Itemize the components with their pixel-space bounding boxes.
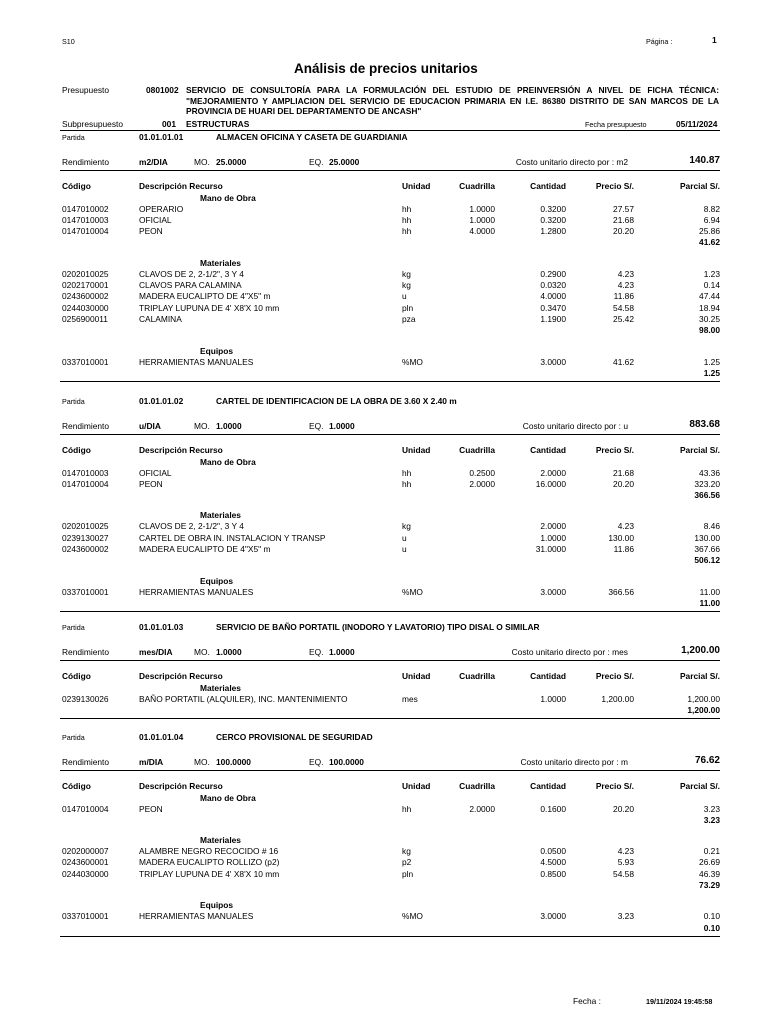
resource-cantidad: 0.0500 xyxy=(540,846,566,857)
mano-de-obra-subtotal: 41.62 xyxy=(699,237,720,248)
footer-fecha-label: Fecha : xyxy=(573,996,601,1006)
resource-unit: %MO xyxy=(402,586,423,597)
resource-parcial: 1.25 xyxy=(703,356,720,367)
rendimiento-unit: m/DIA xyxy=(139,757,164,767)
costo-unitario-label: Costo unitario directo por : m2 xyxy=(515,157,628,167)
resource-precio: 54.58 xyxy=(613,302,634,313)
resource-cuadrilla: 0.2500 xyxy=(469,467,495,478)
resource-unit: %MO xyxy=(402,356,423,367)
resource-cantidad: 0.1600 xyxy=(540,803,566,814)
resource-unit: hh xyxy=(402,803,412,814)
partida-label: Partida xyxy=(62,397,85,406)
resource-cantidad: 1.2800 xyxy=(540,226,566,237)
mano-de-obra-group-label: Mano de Obra xyxy=(200,456,256,467)
resource-precio: 21.68 xyxy=(613,214,634,225)
partida-name: CARTEL DE IDENTIFICACION DE LA OBRA DE 3.60 X 2.40 m xyxy=(216,396,457,406)
resource-description: CALAMINA xyxy=(139,313,182,324)
equipos-group-label: Equipos xyxy=(200,900,234,911)
partida-end-divider xyxy=(60,936,720,937)
resource-cuadrilla: 2.0000 xyxy=(469,803,495,814)
eq-value: 25.0000 xyxy=(329,157,360,167)
materiales-group-label: Materiales xyxy=(200,257,241,268)
resource-cantidad: 31.0000 xyxy=(535,544,566,554)
eq-value: 100.0000 xyxy=(329,757,364,767)
resource-cantidad: 4.5000 xyxy=(540,857,566,868)
resource-precio: 4.23 xyxy=(617,280,634,290)
resource-code: 0337010001 xyxy=(62,356,109,367)
header-cuadrilla: Cuadrilla xyxy=(459,781,495,791)
resource-parcial: 0.14 xyxy=(703,280,720,290)
partida-label: Partida xyxy=(62,133,85,142)
header-descripcion: Descripción Recurso xyxy=(139,445,223,455)
mo-label: MO. xyxy=(194,421,210,431)
equipos-subtotal: 0.10 xyxy=(703,922,720,933)
resource-parcial: 367.66 xyxy=(694,544,720,554)
resource-unit: mes xyxy=(402,693,418,704)
rendimiento-unit: m2/DIA xyxy=(139,157,168,167)
header-codigo: Código xyxy=(62,781,91,791)
resource-cuadrilla: 2.0000 xyxy=(469,478,495,489)
partida-end-divider xyxy=(60,718,720,719)
resource-description: HERRAMIENTAS MANUALES xyxy=(139,586,254,597)
header-descripcion: Descripción Recurso xyxy=(139,781,223,791)
resource-cantidad: 0.2900 xyxy=(540,268,566,279)
resource-parcial: 11.00 xyxy=(699,586,720,597)
resource-precio: 3.23 xyxy=(617,911,634,922)
resource-code: 0202010025 xyxy=(62,268,109,279)
resource-unit: kg xyxy=(402,846,411,857)
fecha-presupuesto: 05/11/2024 xyxy=(676,119,718,129)
costo-unitario-value: 76.62 xyxy=(694,755,720,766)
partida-code: 01.01.01.01 xyxy=(139,132,184,142)
materiales-subtotal: 73.29 xyxy=(699,880,720,890)
rendimiento-label: Rendimiento xyxy=(62,157,110,167)
resource-description: HERRAMIENTAS MANUALES xyxy=(139,356,254,367)
costo-unitario-value: 883.68 xyxy=(689,419,720,430)
resource-code: 0202170001 xyxy=(62,280,109,290)
rendimiento-unit: u/DIA xyxy=(139,421,161,431)
resource-unit: pza xyxy=(402,313,416,324)
header-precio: Precio S/. xyxy=(595,445,634,455)
resource-description: OPERARIO xyxy=(139,203,184,214)
resource-code: 0243600002 xyxy=(62,291,109,302)
header-precio: Precio S/. xyxy=(595,671,634,681)
resource-description: CARTEL DE OBRA IN. INSTALACION Y TRANSP xyxy=(139,532,326,543)
resource-cantidad: 1.0000 xyxy=(540,532,566,543)
resource-unit: hh xyxy=(402,467,412,478)
presupuesto-code: 0801002 xyxy=(146,85,179,95)
rendimiento-unit: mes/DIA xyxy=(139,647,173,657)
resource-code: 0202010025 xyxy=(62,521,109,532)
header-cuadrilla: Cuadrilla xyxy=(459,671,495,681)
resource-parcial: 46.39 xyxy=(699,868,720,879)
subpresupuesto-label: Subpresupuesto xyxy=(62,119,123,129)
eq-label: EQ. xyxy=(309,157,324,167)
header-parcial: Parcial S/. xyxy=(679,781,720,791)
resource-precio: 27.57 xyxy=(613,203,634,214)
resource-unit: %MO xyxy=(402,911,423,922)
mo-label: MO. xyxy=(194,757,210,767)
resource-cantidad: 0.8500 xyxy=(540,868,566,879)
resource-code: 0244030000 xyxy=(62,868,109,879)
resource-unit: hh xyxy=(402,226,412,237)
resource-description: PEON xyxy=(139,226,163,237)
resource-code: 0202000007 xyxy=(62,846,109,857)
resource-code: 0147010004 xyxy=(62,226,109,237)
rendimiento-label: Rendimiento xyxy=(62,647,110,657)
header-cantidad: Cantidad xyxy=(530,445,566,455)
partida-label: Partida xyxy=(62,623,85,632)
partida-code: 01.01.01.02 xyxy=(139,396,184,406)
resource-parcial: 323.20 xyxy=(694,478,720,489)
header-unidad: Unidad xyxy=(402,445,431,455)
resource-precio: 41.62 xyxy=(613,356,634,367)
resource-precio: 4.23 xyxy=(617,521,634,532)
header-codigo: Código xyxy=(62,671,91,681)
resource-code: 0147010002 xyxy=(62,203,109,214)
equipos-subtotal: 1.25 xyxy=(703,367,720,378)
mano-de-obra-group-label: Mano de Obra xyxy=(200,192,256,203)
header-cuadrilla: Cuadrilla xyxy=(459,445,495,455)
report-code: S10 xyxy=(62,37,75,46)
resource-description: MADERA EUCALIPTO ROLLIZO (p2) xyxy=(139,857,280,868)
resource-unit: p2 xyxy=(402,857,412,868)
subpresupuesto-code: 001 xyxy=(162,119,176,129)
partida-name: CERCO PROVISIONAL DE SEGURIDAD xyxy=(216,732,373,742)
eq-label: EQ. xyxy=(309,757,324,767)
resource-cantidad: 16.0000 xyxy=(535,478,566,489)
resource-precio: 20.20 xyxy=(613,226,634,237)
page-number: 1 xyxy=(712,35,717,45)
resource-cantidad: 4.0000 xyxy=(540,291,566,302)
resource-precio: 11.86 xyxy=(613,291,634,302)
mano-de-obra-subtotal: 366.56 xyxy=(694,490,720,501)
resource-unit: kg xyxy=(402,521,411,532)
resource-cuadrilla: 1.0000 xyxy=(469,214,495,225)
resource-cantidad: 1.1900 xyxy=(540,313,566,324)
resource-precio: 4.23 xyxy=(617,846,634,857)
resource-code: 0239130026 xyxy=(62,693,109,704)
header-codigo: Código xyxy=(62,181,91,191)
resource-parcial: 18.94 xyxy=(699,302,720,313)
partida-name: SERVICIO DE BAÑO PORTATIL (INODORO Y LAVATORIO) TIPO DISAL O SIMILAR xyxy=(216,622,540,632)
resource-precio: 25.42 xyxy=(613,313,634,324)
resource-parcial: 25.86 xyxy=(699,226,720,237)
resource-unit: hh xyxy=(402,214,412,225)
resource-parcial: 1.23 xyxy=(703,268,720,279)
materiales-subtotal: 506.12 xyxy=(694,555,720,566)
resource-unit: hh xyxy=(402,478,412,489)
resource-cantidad: 3.0000 xyxy=(540,911,566,922)
eq-label: EQ. xyxy=(309,647,324,657)
resource-precio: 366.56 xyxy=(608,586,634,597)
resource-code: 0337010001 xyxy=(62,586,109,597)
resource-parcial: 3.23 xyxy=(703,803,720,814)
resource-unit: kg xyxy=(402,280,411,290)
resource-description: ALAMBRE NEGRO RECOCIDO # 16 xyxy=(139,846,279,857)
resource-description: OFICIAL xyxy=(139,214,172,225)
resource-parcial: 30.25 xyxy=(699,313,720,324)
rendimiento-label: Rendimiento xyxy=(62,757,110,767)
resource-code: 0147010004 xyxy=(62,803,109,814)
resource-description: CLAVOS DE 2, 2-1/2", 3 Y 4 xyxy=(139,521,244,532)
resource-cantidad: 3.0000 xyxy=(540,586,566,597)
resource-parcial: 0.10 xyxy=(703,911,720,922)
mano-de-obra-group-label: Mano de Obra xyxy=(200,792,256,803)
resource-code: 0243600002 xyxy=(62,544,109,554)
header-codigo: Código xyxy=(62,445,91,455)
partida-end-divider xyxy=(60,611,720,612)
presupuesto-description: SERVICIO DE CONSULTORÍA PARA LA FORMULACIÓN DEL ESTUDIO DE PREINVERSIÓN A NIVEL DE FICHA TÉCNICA: "MEJORAMIENTO Y AMPLIACION DEL SERVICIO DE EDUCACION PRIMARIA EN I.E. 86380 DISTRITO DE SAN MARCOS DE LA PROVINCIA DE HUARI DEL DEPARTAMENTO DE ANCASH" xyxy=(186,85,719,116)
resource-parcial: 1,200.00 xyxy=(687,693,720,704)
mano-de-obra-subtotal: 3.23 xyxy=(703,814,720,825)
resource-unit: hh xyxy=(402,203,412,214)
materiales-group-label: Materiales xyxy=(200,682,241,693)
header-unidad: Unidad xyxy=(402,781,431,791)
resource-parcial: 0.21 xyxy=(703,846,720,857)
header-cuadrilla: Cuadrilla xyxy=(459,181,495,191)
mo-value: 1.0000 xyxy=(216,421,242,431)
resource-cantidad: 0.3200 xyxy=(540,214,566,225)
page-label: Página : xyxy=(646,37,673,46)
resource-unit: pln xyxy=(402,868,414,879)
resource-code: 0147010003 xyxy=(62,467,109,478)
resource-description: MADERA EUCALIPTO DE 4"X5" m xyxy=(139,291,271,302)
resource-cantidad: 2.0000 xyxy=(540,521,566,532)
resource-unit: kg xyxy=(402,268,411,279)
resource-precio: 5.93 xyxy=(617,857,634,868)
materiales-subtotal: 1,200.00 xyxy=(687,704,720,715)
header-cantidad: Cantidad xyxy=(530,671,566,681)
header-parcial: Parcial S/. xyxy=(679,445,720,455)
eq-value: 1.0000 xyxy=(329,647,355,657)
resource-code: 0239130027 xyxy=(62,532,109,543)
resource-description: PEON xyxy=(139,478,163,489)
mo-value: 25.0000 xyxy=(216,157,247,167)
resource-parcial: 26.69 xyxy=(699,857,720,868)
rendimiento-divider xyxy=(60,434,720,435)
materiales-group-label: Materiales xyxy=(200,835,241,846)
costo-unitario-value: 140.87 xyxy=(689,155,720,166)
resource-precio: 20.20 xyxy=(613,803,634,814)
resource-unit: u xyxy=(402,532,407,543)
partida-name: ALMACEN OFICINA Y CASETA DE GUARDIANIA xyxy=(216,132,408,142)
header-divider xyxy=(60,130,720,131)
rendimiento-divider xyxy=(60,660,720,661)
mo-label: MO. xyxy=(194,647,210,657)
resource-cantidad: 2.0000 xyxy=(540,467,566,478)
resource-cuadrilla: 4.0000 xyxy=(469,226,495,237)
partida-label: Partida xyxy=(62,733,85,742)
resource-code: 0256900011 xyxy=(62,313,108,324)
costo-unitario-label: Costo unitario directo por : mes xyxy=(511,647,628,657)
rendimiento-label: Rendimiento xyxy=(62,421,110,431)
resource-cantidad: 3.0000 xyxy=(540,356,566,367)
header-cantidad: Cantidad xyxy=(530,781,566,791)
header-cantidad: Cantidad xyxy=(530,181,566,191)
rendimiento-divider xyxy=(60,170,720,171)
resource-cuadrilla: 1.0000 xyxy=(469,203,495,214)
fecha-presupuesto-label: Fecha presupuesto xyxy=(585,120,647,129)
resource-precio: 4.23 xyxy=(617,268,634,279)
header-unidad: Unidad xyxy=(402,181,431,191)
resource-unit: u xyxy=(402,291,407,302)
resource-description: MADERA EUCALIPTO DE 4"X5" m xyxy=(139,544,271,554)
resource-code: 0337010001 xyxy=(62,911,109,922)
costo-unitario-label: Costo unitario directo por : u xyxy=(522,421,628,431)
costo-unitario-label: Costo unitario directo por : m xyxy=(520,757,628,767)
resource-precio: 21.68 xyxy=(613,467,634,478)
partida-code: 01.01.01.03 xyxy=(139,622,184,632)
mo-value: 100.0000 xyxy=(216,757,251,767)
resource-cantidad: 0.0320 xyxy=(540,280,566,290)
resource-precio: 20.20 xyxy=(613,478,634,489)
resource-code: 0147010003 xyxy=(62,214,109,225)
header-parcial: Parcial S/. xyxy=(679,671,720,681)
eq-label: EQ. xyxy=(309,421,324,431)
presupuesto-label: Presupuesto xyxy=(62,85,110,95)
resource-precio: 1,200.00 xyxy=(601,693,634,704)
equipos-group-label: Equipos xyxy=(200,345,234,356)
header-descripcion: Descripción Recurso xyxy=(139,671,223,681)
resource-precio: 11.86 xyxy=(613,544,634,554)
resource-parcial: 6.94 xyxy=(703,214,720,225)
resource-description: CLAVOS PARA CALAMINA xyxy=(139,280,242,290)
partida-end-divider xyxy=(60,381,720,382)
eq-value: 1.0000 xyxy=(329,421,355,431)
resource-description: OFICIAL xyxy=(139,467,172,478)
resource-code: 0147010004 xyxy=(62,478,109,489)
resource-parcial: 43.36 xyxy=(699,467,720,478)
resource-cantidad: 0.3200 xyxy=(540,203,566,214)
resource-unit: u xyxy=(402,544,407,554)
mo-label: MO. xyxy=(194,157,210,167)
header-precio: Precio S/. xyxy=(595,781,634,791)
header-unidad: Unidad xyxy=(402,671,431,681)
header-parcial: Parcial S/. xyxy=(679,181,720,191)
header-precio: Precio S/. xyxy=(595,181,634,191)
resource-precio: 130.00 xyxy=(608,532,634,543)
resource-parcial: 130.00 xyxy=(694,532,720,543)
resource-cantidad: 1.0000 xyxy=(540,693,566,704)
footer-fecha: 19/11/2024 19:45:58 xyxy=(646,997,713,1006)
resource-precio: 54.58 xyxy=(613,868,634,879)
resource-parcial: 47.44 xyxy=(699,291,720,302)
partida-code: 01.01.01.04 xyxy=(139,732,184,742)
equipos-subtotal: 11.00 xyxy=(699,597,720,608)
resource-description: HERRAMIENTAS MANUALES xyxy=(139,911,254,922)
resource-cantidad: 0.3470 xyxy=(540,302,566,313)
page-title: Análisis de precios unitarios xyxy=(294,61,478,76)
resource-parcial: 8.46 xyxy=(703,521,720,532)
materiales-group-label: Materiales xyxy=(200,510,241,521)
mo-value: 1.0000 xyxy=(216,647,242,657)
equipos-group-label: Equipos xyxy=(200,575,234,586)
resource-unit: pln xyxy=(402,302,414,313)
resource-code: 0243600001 xyxy=(62,857,109,868)
resource-code: 0244030000 xyxy=(62,302,109,313)
costo-unitario-value: 1,200.00 xyxy=(681,645,720,656)
rendimiento-divider xyxy=(60,770,720,771)
resource-description: TRIPLAY LUPUNA DE 4' X8'X 10 mm xyxy=(139,302,280,313)
resource-parcial: 8.82 xyxy=(703,203,720,214)
header-descripcion: Descripción Recurso xyxy=(139,181,223,191)
resource-description: PEON xyxy=(139,803,163,814)
subpresupuesto-name: ESTRUCTURAS xyxy=(186,119,250,129)
resource-description: BAÑO PORTATIL (ALQUILER), INC. MANTENIMIENTO xyxy=(139,693,348,704)
resource-description: TRIPLAY LUPUNA DE 4' X8'X 10 mm xyxy=(139,868,280,879)
materiales-subtotal: 98.00 xyxy=(699,325,720,336)
resource-description: CLAVOS DE 2, 2-1/2", 3 Y 4 xyxy=(139,268,244,279)
